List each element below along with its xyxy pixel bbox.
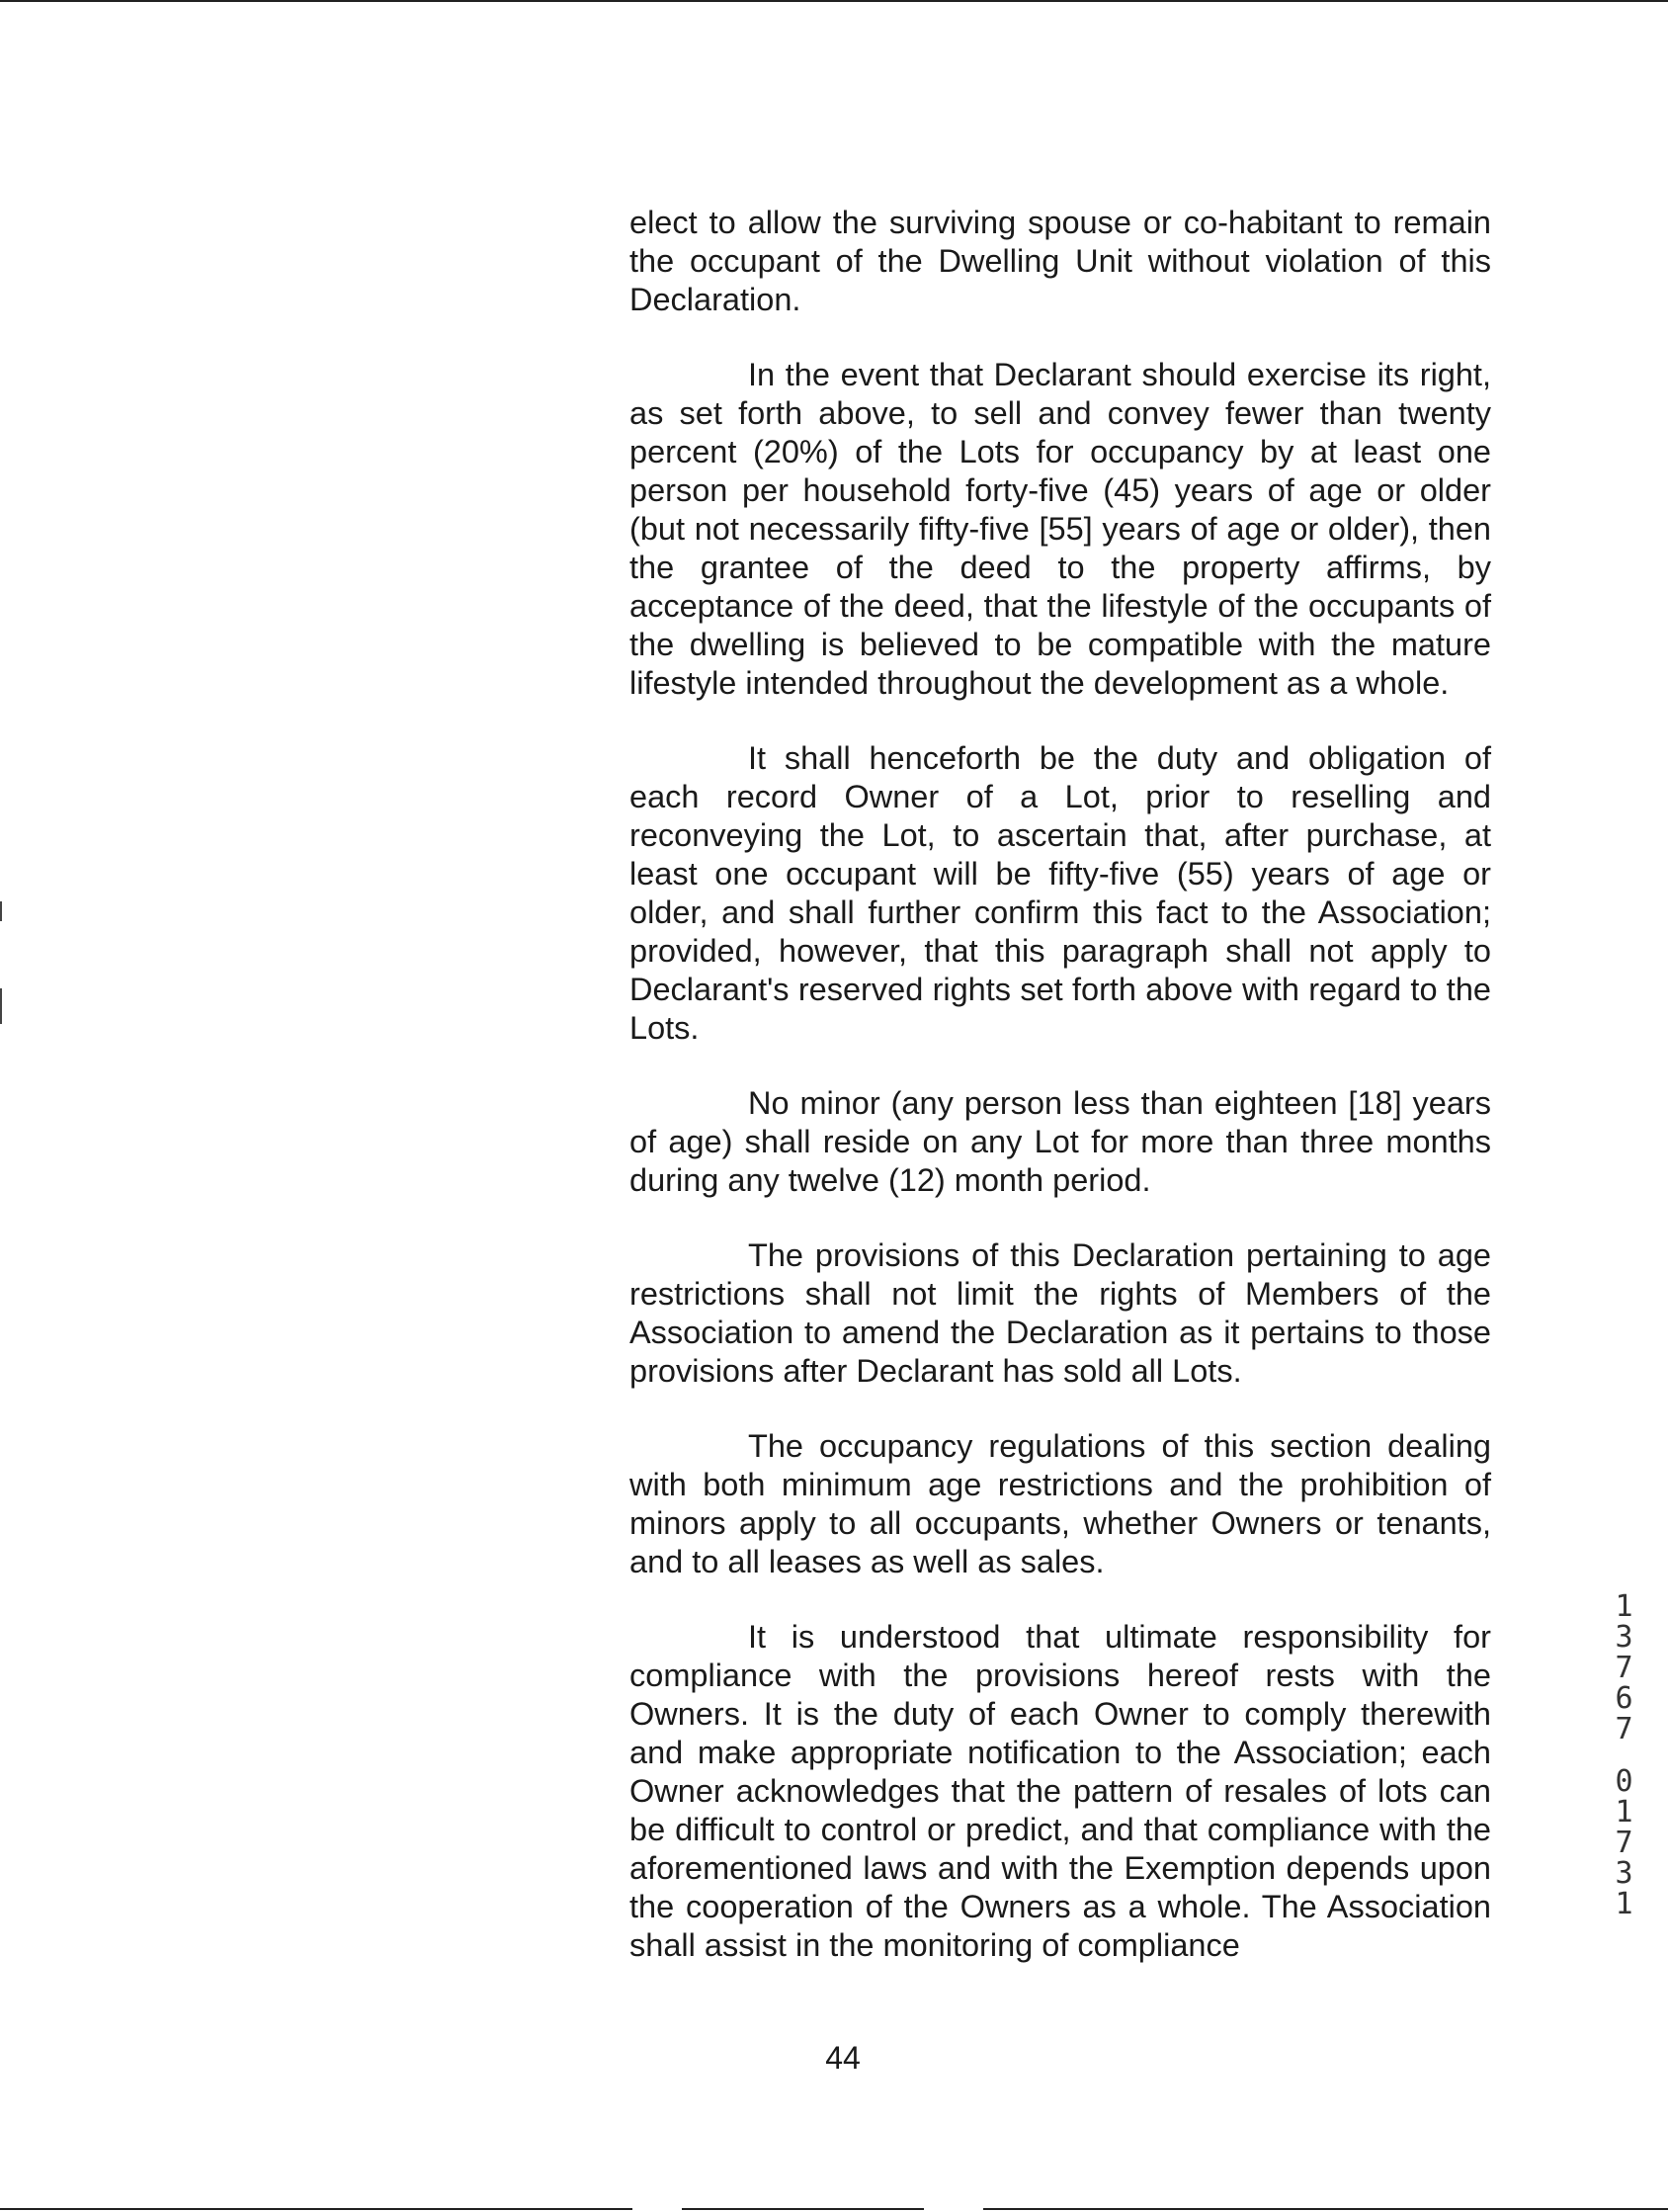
- paragraph-minors: No minor (any person less than eighteen [18] years of age) shall reside on any Lot for more than three months during any twelve (12) month period.: [629, 1085, 1491, 1198]
- paragraph-owner-duty: It shall henceforth be the duty and obligation of each record Owner of a Lot, prior to reselling and reconveying the Lot, to ascertain that, after purchase, at least one occupant will be fifty-five (55) years of age or older, and shall further confirm this fact to the Association; provided, however, that this paragraph shall not apply to Declarant's reserved rights set forth above with regard to the Lots.: [629, 740, 1491, 1046]
- left-edge-mark: [0, 901, 2, 921]
- top-border: [0, 0, 1668, 2]
- paragraph-amendment: The provisions of this Declaration pertaining to age restrictions shall not limit the rights of Members of the Association to amend the Declaration as it pertains to those provisions after Declarant has sold all Lots.: [629, 1237, 1491, 1389]
- recording-stamp-book: 13767: [1607, 1589, 1641, 1743]
- bottom-border: [0, 2208, 1668, 2210]
- bottom-border-gap: [632, 2206, 682, 2212]
- paragraph-occupancy-regulations: The occupancy regulations of this section dealing with both minimum age restrictions and the prohibition of minors apply to all occupants, whether Owners or tenants, and to all leases as well as sales.: [629, 1428, 1491, 1579]
- page-number: 44: [825, 2040, 861, 2076]
- bottom-border-gap: [924, 2206, 983, 2212]
- paragraph-continuation: elect to allow the surviving spouse or co-habitant to remain the occupant of the Dwelling Unit without violation of this Declaration.: [629, 205, 1491, 317]
- recording-stamp: [1607, 1589, 1641, 1917]
- recording-stamp-page: 01731: [1607, 1764, 1641, 1917]
- paragraph-compliance: It is understood that ultimate responsibility for compliance with the provisions hereof rests with the Owners. It is the duty of each Owner to comply therewith and make appropriate notification to the Association; each Owner acknowledges that the pattern of resales of lots can be difficult to control or predict, and that compliance with the aforementioned laws and with the Exemption depends upon the cooperation of the Owners as a whole. The Association shall assist in the monitoring of compliance: [629, 1619, 1491, 1963]
- left-edge-mark: [0, 988, 2, 1024]
- paragraph-age-exception: In the event that Declarant should exercise its right, as set forth above, to sell and convey fewer than twenty percent (20%) of the Lots for occupancy by at least one person per household forty-five (45) years of age or older (but not necessarily fifty-five [55] years of age or older), then the grantee of the deed to the property affirms, by acceptance of the deed, that the lifestyle of the occupants of the dwelling is believed to be compatible with the mature lifestyle intended throughout the development as a whole.: [629, 357, 1491, 701]
- document-body: [629, 204, 1491, 2001]
